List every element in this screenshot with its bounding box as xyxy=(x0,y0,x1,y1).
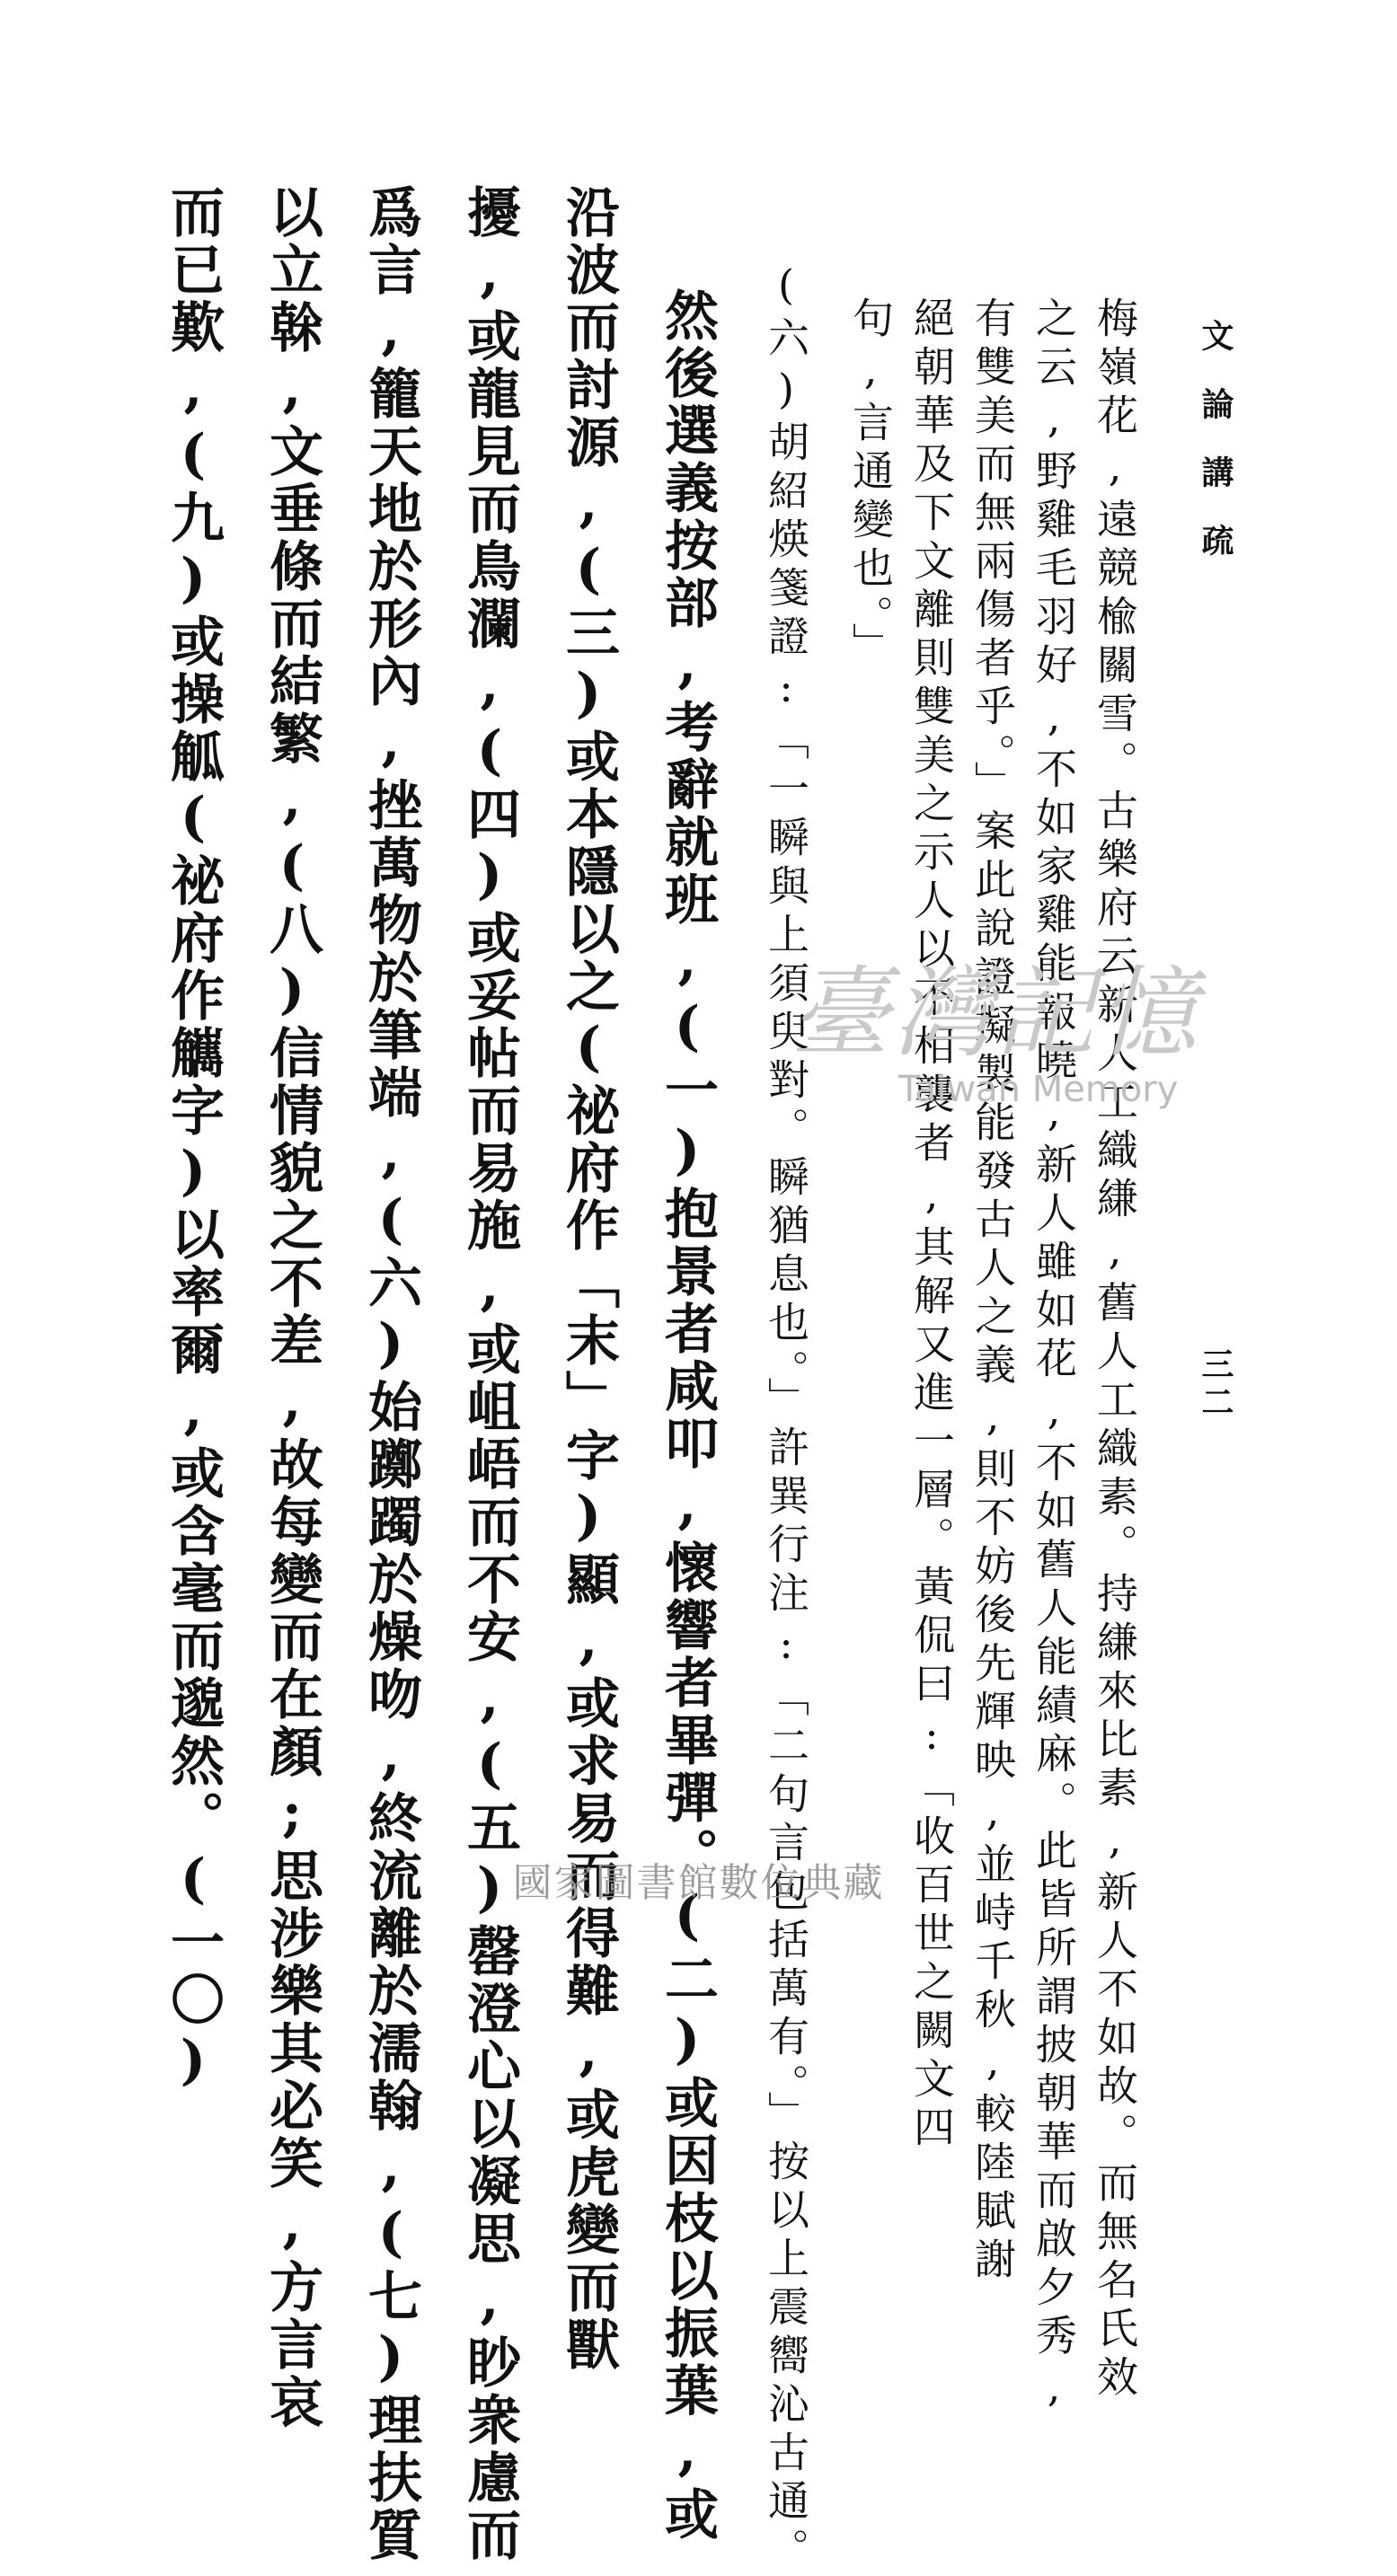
text-column-9: 擾,或龍見而鳥瀾,(四)或妥帖而易施,或岨峿而不安,(五)罄澄心以凝思,眇衆慮而 xyxy=(458,184,521,2564)
text-column-11: 以立榦,文垂條而結繁,(八)信情貌之不差,故每變而在顏;思涉樂其必笑,方言哀 xyxy=(261,184,323,2431)
text-column-8: 沿波而討源,(三)或本隱以之(祕府作「末」字)顯,或求易而得難,或虎變而獸 xyxy=(557,184,620,2374)
note-column-5: 句,言通變也。」 xyxy=(846,296,895,671)
watermark-logo: 臺灣記憶 xyxy=(791,956,1200,1071)
text-column-12: 而已歎,(九)或操觚(祕府作觽字)以率爾,或含毫而邈然。(一〇) xyxy=(162,184,225,2095)
footer-attribution: 國家圖書館數位典藏 xyxy=(512,1860,885,1906)
note-column-3: 有雙美而無兩傷者乎。」案此說證擬製能發古人之義,則不妨後先輝映,並峙千秋,較陸賦謝 xyxy=(968,296,1017,2286)
note-column-2: 之云,野雞毛羽好,不如家雞能報曉,新人雖如花,不如舊人能績麻。此皆所謂披朝華而啟夕秀, xyxy=(1030,296,1078,2418)
text-column-10: 爲言,籠天地於形內,挫萬物於筆端,(六)始躑躅於燥吻,終流離於濡翰,(七)理扶質 xyxy=(359,184,422,2564)
page-number: 三二 xyxy=(1197,1347,1234,1423)
watermark-subtext: Taiwan Memory xyxy=(898,1069,1179,1110)
note-column-1: 梅嶺花,遠競楡關雪。古樂府云新人工織縑,舊人工織素。持縑來比素,新人不如故。而無名氏效 xyxy=(1091,296,1139,2404)
text-column-7: 然後選義按部,考辭就班,(一)抱景者咸叩,懷響者畢彈。(二)或因枝以振葉,或 xyxy=(656,287,719,2544)
running-header-title: 文論講疏 xyxy=(1197,319,1234,592)
note-column-4: 絕朝華及下文離則雙美之示人以不相襲者,其解又進一層。黃侃曰:「收百世之闕文四 xyxy=(907,296,956,2154)
note-column-6: (六)胡紹煐箋證:「一瞬與上須臾對。瞬猶息也。」許巽行注:「二句言包括萬有。」按以上震嚮沁古通。 xyxy=(762,260,810,2576)
